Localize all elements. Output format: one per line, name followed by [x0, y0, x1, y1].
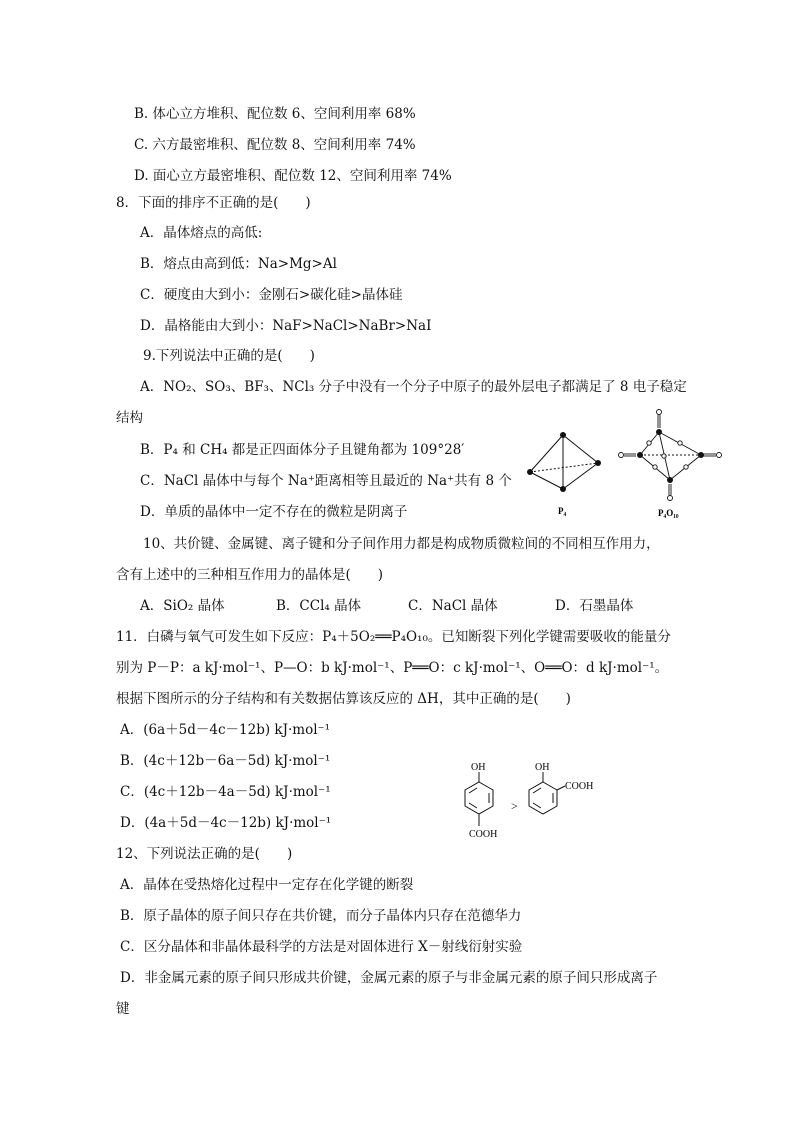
option-11a: A．(6a＋5d－4c－12b) kJ·mol⁻¹ — [120, 722, 331, 738]
ortho-hydroxybenzoic-acid-structure — [529, 772, 565, 814]
p4o10-label: P₄O₁₀ — [658, 508, 679, 518]
option-9b: B．P₄ 和 CH₄ 都是正四面体分子且键角都为 109°28′ — [140, 442, 465, 458]
option-11c: C．(4c＋12b－4a－5d) kJ·mol⁻¹ — [120, 784, 331, 800]
question-11-stem: 11．白磷与氧气可发生如下反应：P₄＋5O₂══P₄O₁₀。已知断裂下列化学键需要吸收的能量分 — [116, 629, 671, 645]
option-12b: B．原子晶体的原子间只存在共价键，而分子晶体内只存在范德华力 — [120, 908, 522, 924]
question-8-stem: 8．下面的排序不正确的是( ) — [116, 195, 311, 211]
question-10-stem-cont: 含有上述中的三种相互作用力的晶体是( ) — [116, 567, 384, 583]
option-12d-cont: 键 — [116, 1001, 130, 1017]
option-11d: D．(4a＋5d－4c－12b) kJ·mol⁻¹ — [120, 815, 332, 831]
option-10b: B．CCl₄ 晶体 — [276, 598, 362, 614]
cooh-right-label: COOH — [565, 781, 594, 792]
p4-label: P₄ — [558, 506, 567, 516]
hydroxybenzoic-acid-figure — [455, 760, 615, 855]
option-10c: C．NaCl 晶体 — [408, 598, 498, 614]
question-11-stem-cont2: 根据下图所示的分子结构和有关数据估算该反应的 ΔH，其中正确的是( ) — [116, 691, 571, 707]
option-8a: A．晶体熔点的高低: — [140, 225, 263, 241]
option-12c: C．区分晶体和非晶体最科学的方法是对固体进行 X－射线衍射实验 — [120, 939, 523, 955]
option-8c: C．硬度由大到小：金刚石>碳化硅>晶体硅 — [140, 287, 403, 303]
option-10a: A．SiO₂ 晶体 — [140, 598, 225, 614]
option-8d: D．晶格能由大到小：NaF>NaCl>NaBr>NaI — [140, 318, 432, 334]
option-11b: B．(4c＋12b－6a－5d) kJ·mol⁻¹ — [120, 753, 331, 769]
oh-right-label: OH — [535, 762, 550, 773]
option-7d: D. 面心立方最密堆积、配位数 12、空间利用率 74% — [134, 168, 452, 184]
cooh-left-label: COOH — [469, 829, 498, 840]
option-9a-cont: 结构 — [116, 410, 143, 426]
option-9c: C．NaCl 晶体中与每个 Na⁺距离相等且最近的 Na⁺共有 8 个 — [140, 473, 512, 489]
p4-tetrahedron-figure — [520, 425, 610, 520]
p4o10-structure-figure — [603, 405, 723, 520]
question-9-stem: 9.下列说法中正确的是( ) — [143, 348, 315, 364]
question-11-stem-cont: 别为 P－P：a kJ·mol⁻¹、P—O：b kJ·mol⁻¹、P══O：c kJ·mol⁻¹、O══O：d kJ·mol⁻¹。 — [116, 660, 669, 676]
option-7c: C. 六方最密堆积、配位数 8、空间利用率 74% — [134, 137, 416, 153]
question-12-stem: 12、下列说法正确的是( ) — [116, 846, 293, 862]
option-12d: D．非金属元素的原子间只形成共价键，金属元素的原子与非金属元素的原子间只形成离子 — [120, 970, 658, 986]
greater-than-sign: > — [511, 799, 518, 813]
option-8b: B．熔点由高到低：Na>Mg>Al — [140, 256, 337, 272]
option-10d: D．石墨晶体 — [555, 598, 634, 614]
oh-left-label: OH — [471, 762, 486, 773]
option-7b: B. 体心立方堆积、配位数 6、空间利用率 68% — [134, 106, 416, 122]
para-hydroxybenzoic-acid-structure — [465, 772, 493, 826]
option-9a: A．NO₂、SO₃、BF₃、NCl₃ 分子中没有一个分子中原子的最外层电子都满足了 8 电子稳定 — [140, 379, 687, 395]
option-12a: A．晶体在受热熔化过程中一定存在化学键的断裂 — [120, 877, 414, 893]
question-10-stem: 10、共价键、金属键、离子键和分子间作用力都是构成物质微粒间的不同相互作用力， — [143, 536, 660, 552]
option-9d: D．单质的晶体中一定不存在的微粒是阴离子 — [140, 504, 408, 520]
